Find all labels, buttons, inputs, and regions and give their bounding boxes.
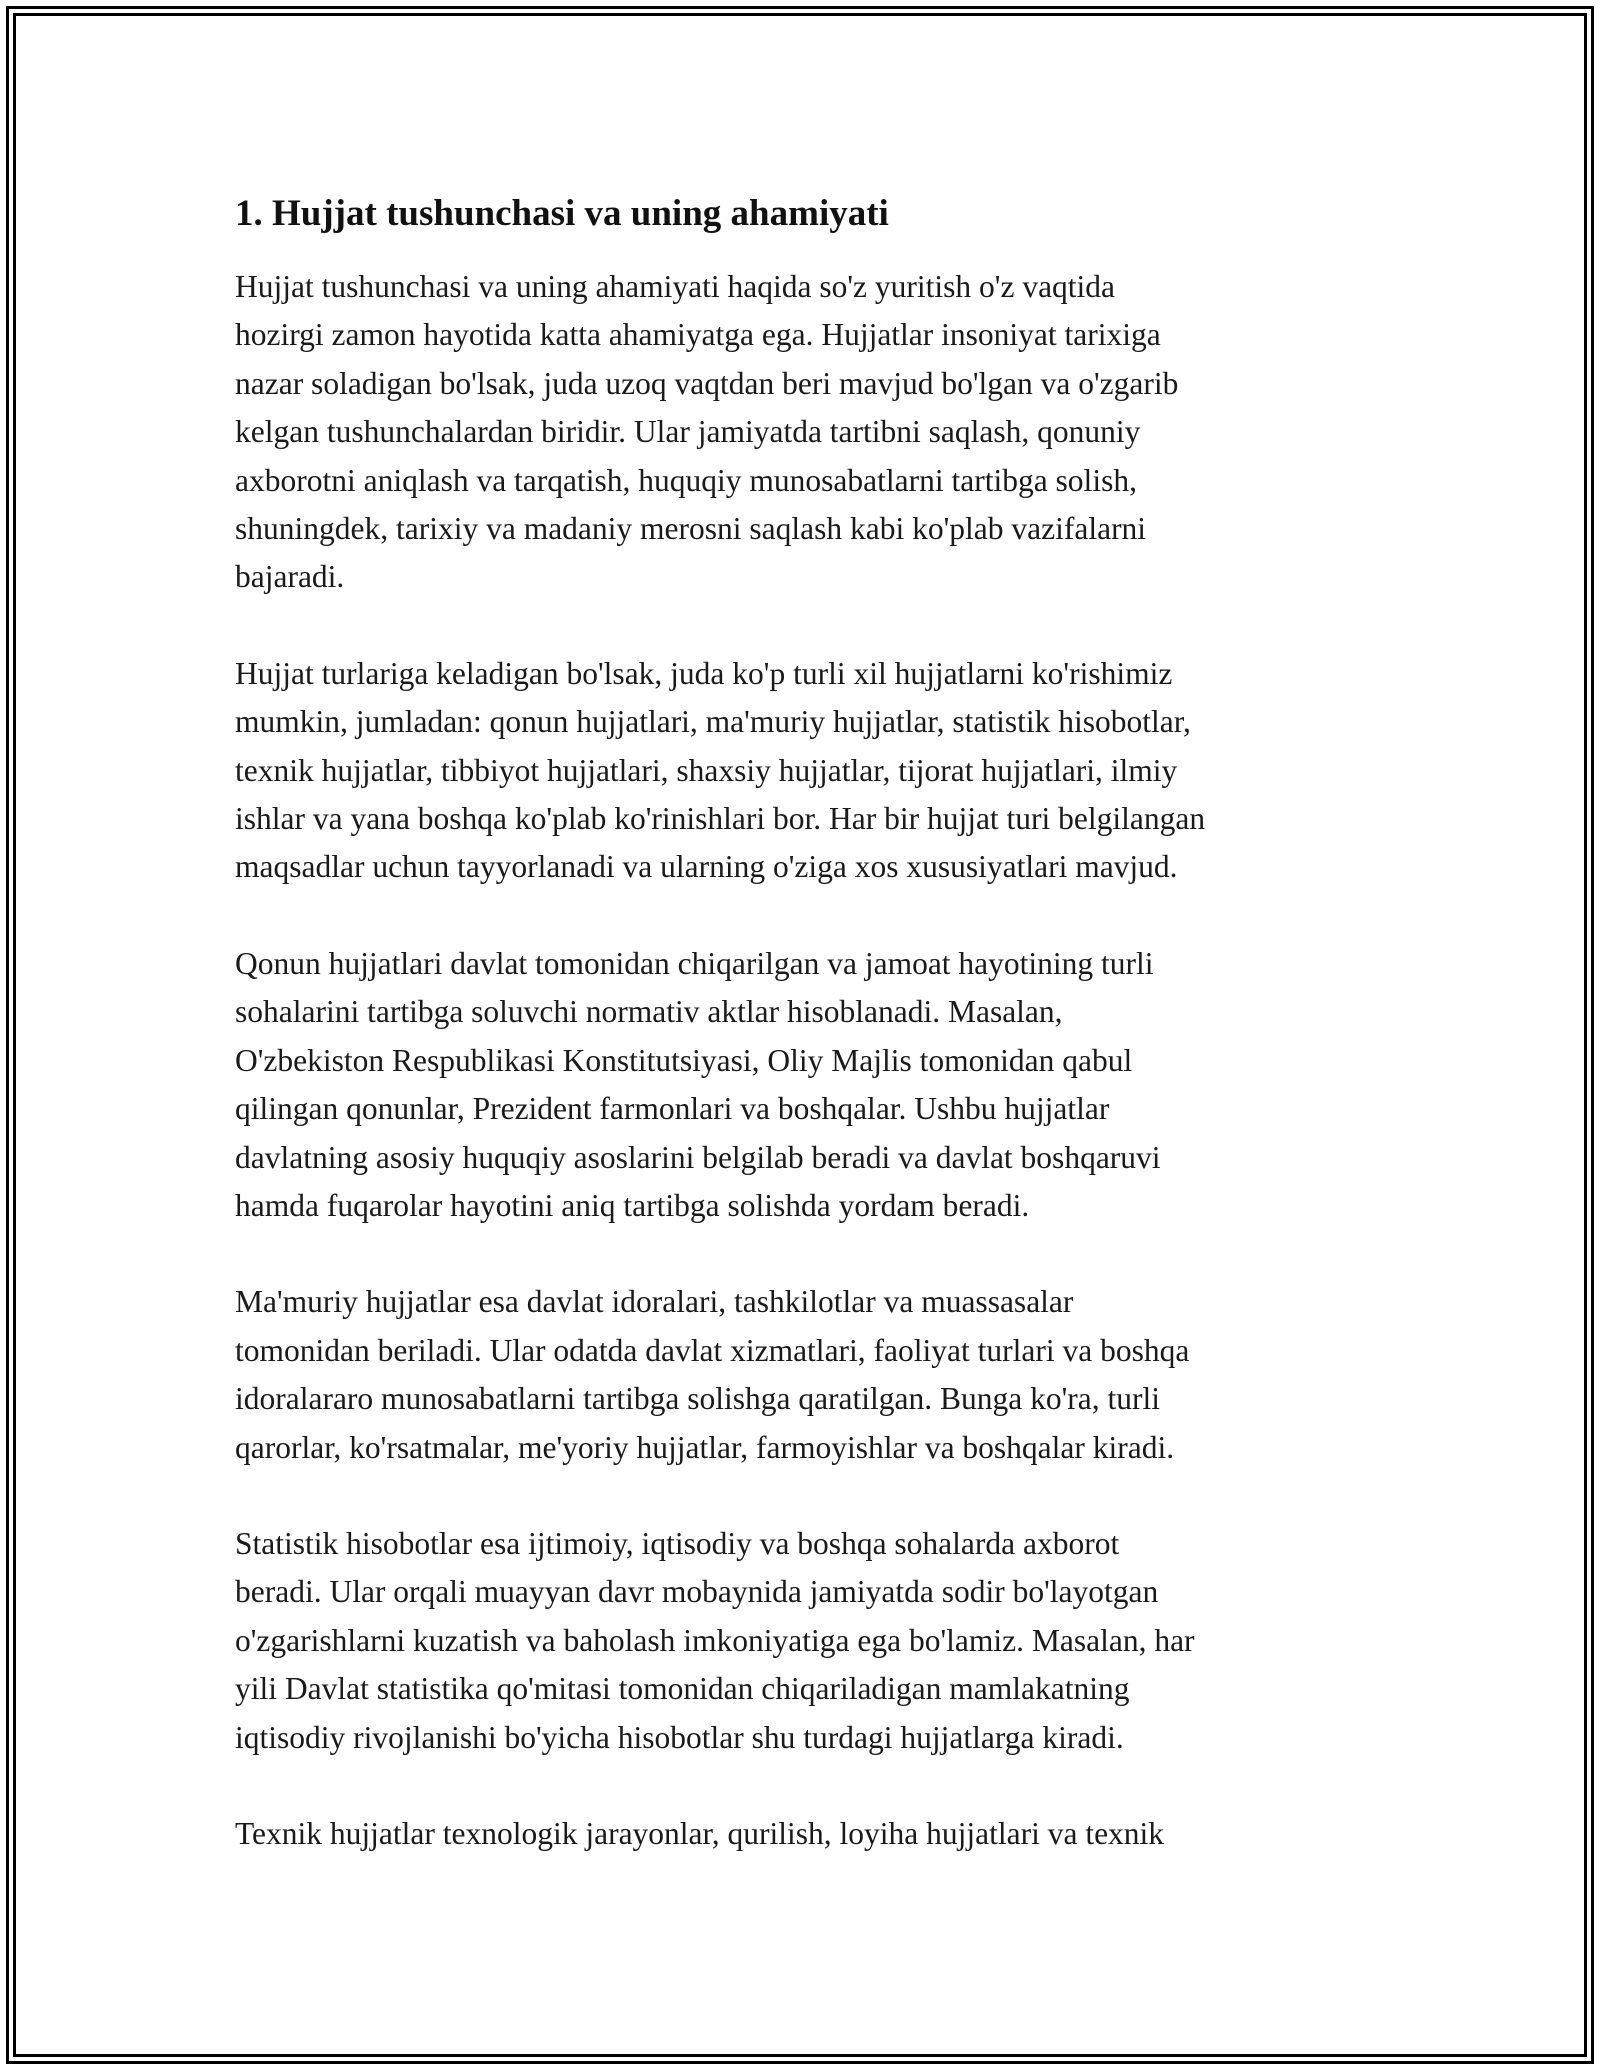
paragraph-statistical-reports bbox=[235, 1520, 1395, 1762]
text-line: Qonun hujjatlari davlat tomonidan chiqarilgan va jamoat hayotining turli bbox=[235, 945, 1154, 981]
text-line: o'zgarishlarni kuzatish va baholash imkoniyatiga ega bo'lamiz. Masalan, har bbox=[235, 1622, 1195, 1658]
text-line: iqtisodiy rivojlanishi bo'yicha hisobotlar shu turdagi hujjatlarga kiradi. bbox=[235, 1719, 1124, 1755]
text-line: Hujjat tushunchasi va uning ahamiyati haqida so'z yuritish o'z vaqtida bbox=[235, 269, 1116, 304]
paragraph-administrative-documents bbox=[235, 1278, 1395, 1472]
text-line: bajaradi. bbox=[235, 559, 345, 595]
section-title: 1. Hujjat tushunchasi va uning ahamiyati bbox=[235, 193, 889, 234]
text-line: O'zbekiston Respublikasi Konstitutsiyasi, Oliy Majlis tomonidan qabul bbox=[235, 1042, 1133, 1078]
text-line: beradi. Ular orqali muayyan davr mobaynida jamiyatda sodir bo'layotgan bbox=[235, 1574, 1159, 1610]
paragraph-intro bbox=[235, 263, 1395, 602]
text-line: hamda fuqarolar hayotini aniq tartibga solishda yordam beradi. bbox=[235, 1187, 1030, 1223]
text-line: tomonidan beriladi. Ular odatda davlat xizmatlari, faoliyat turlari va boshqa bbox=[235, 1332, 1190, 1368]
text-line: nazar soladigan bo'lsak, juda uzoq vaqtdan beri mavjud bo'lgan va o'zgarib bbox=[235, 365, 1179, 401]
text-line: maqsadlar uchun tayyorlanadi va ularning o'ziga xos xususiyatlari mavjud. bbox=[235, 849, 1178, 885]
text-line: Hujjat turlariga keladigan bo'lsak, juda ko'p turli xil hujjatlarni ko'rishimiz bbox=[235, 655, 1173, 691]
paragraph-technical-documents bbox=[235, 1810, 1395, 1858]
text-line: sohalarini tartibga soluvchi normativ aktlar hisoblanadi. Masalan, bbox=[235, 994, 1063, 1030]
text-line: davlatning asosiy huquqiy asoslarini belgilab beradi va davlat boshqaruvi bbox=[235, 1139, 1161, 1175]
text-line: axborotni aniqlash va tarqatish, huquqiy munosabatlarni tartibga solish, bbox=[235, 462, 1137, 498]
text-line: qilingan qonunlar, Prezident farmonlari va boshqalar. Ushbu hujjatlar bbox=[235, 1091, 1110, 1127]
text-line: Texnik hujjatlar texnologik jarayonlar, qurilish, loyiha hujjatlari va texnik bbox=[235, 1815, 1165, 1851]
text-line: hozirgi zamon hayotida katta ahamiyatga ega. Hujjatlar insoniyat tarixiga bbox=[235, 317, 1161, 353]
text-line: ishlar va yana boshqa ko'plab ko'rinishlari bor. Har bir hujjat turi belgilangan bbox=[235, 801, 1206, 837]
document-page bbox=[235, 185, 1395, 1906]
text-line: texnik hujjatlar, tibbiyot hujjatlari, shaxsiy hujjatlar, tijorat hujjatlari, ilmiy bbox=[235, 752, 1178, 788]
text-line: shuningdek, tarixiy va madaniy merosni saqlash kabi ko'plab vazifalarni bbox=[235, 511, 1147, 547]
text-line: mumkin, jumladan: qonun hujjatlari, ma'muriy hujjatlar, statistik hisobotlar, bbox=[235, 704, 1191, 740]
text-line: kelgan tushunchalardan biridir. Ular jamiyatda tartibni saqlash, qonuniy bbox=[235, 414, 1141, 450]
text-line: idoralararo munosabatlarni tartibga solishga qaratilgan. Bunga ko'ra, turli bbox=[235, 1381, 1161, 1417]
text-line: yili Davlat statistika qo'mitasi tomonidan chiqariladigan mamlakatning bbox=[235, 1671, 1130, 1707]
text-line: Ma'muriy hujjatlar esa davlat idoralari, tashkilotlar va muassasalar bbox=[235, 1284, 1074, 1320]
paragraph-document-types bbox=[235, 650, 1395, 892]
text-line: qarorlar, ko'rsatmalar, me'yoriy hujjatlar, farmoyishlar va boshqalar kiradi. bbox=[235, 1429, 1175, 1465]
text-line: Statistik hisobotlar esa ijtimoiy, iqtisodiy va boshqa sohalarda axborot bbox=[235, 1525, 1120, 1561]
paragraph-law-documents bbox=[235, 940, 1395, 1230]
